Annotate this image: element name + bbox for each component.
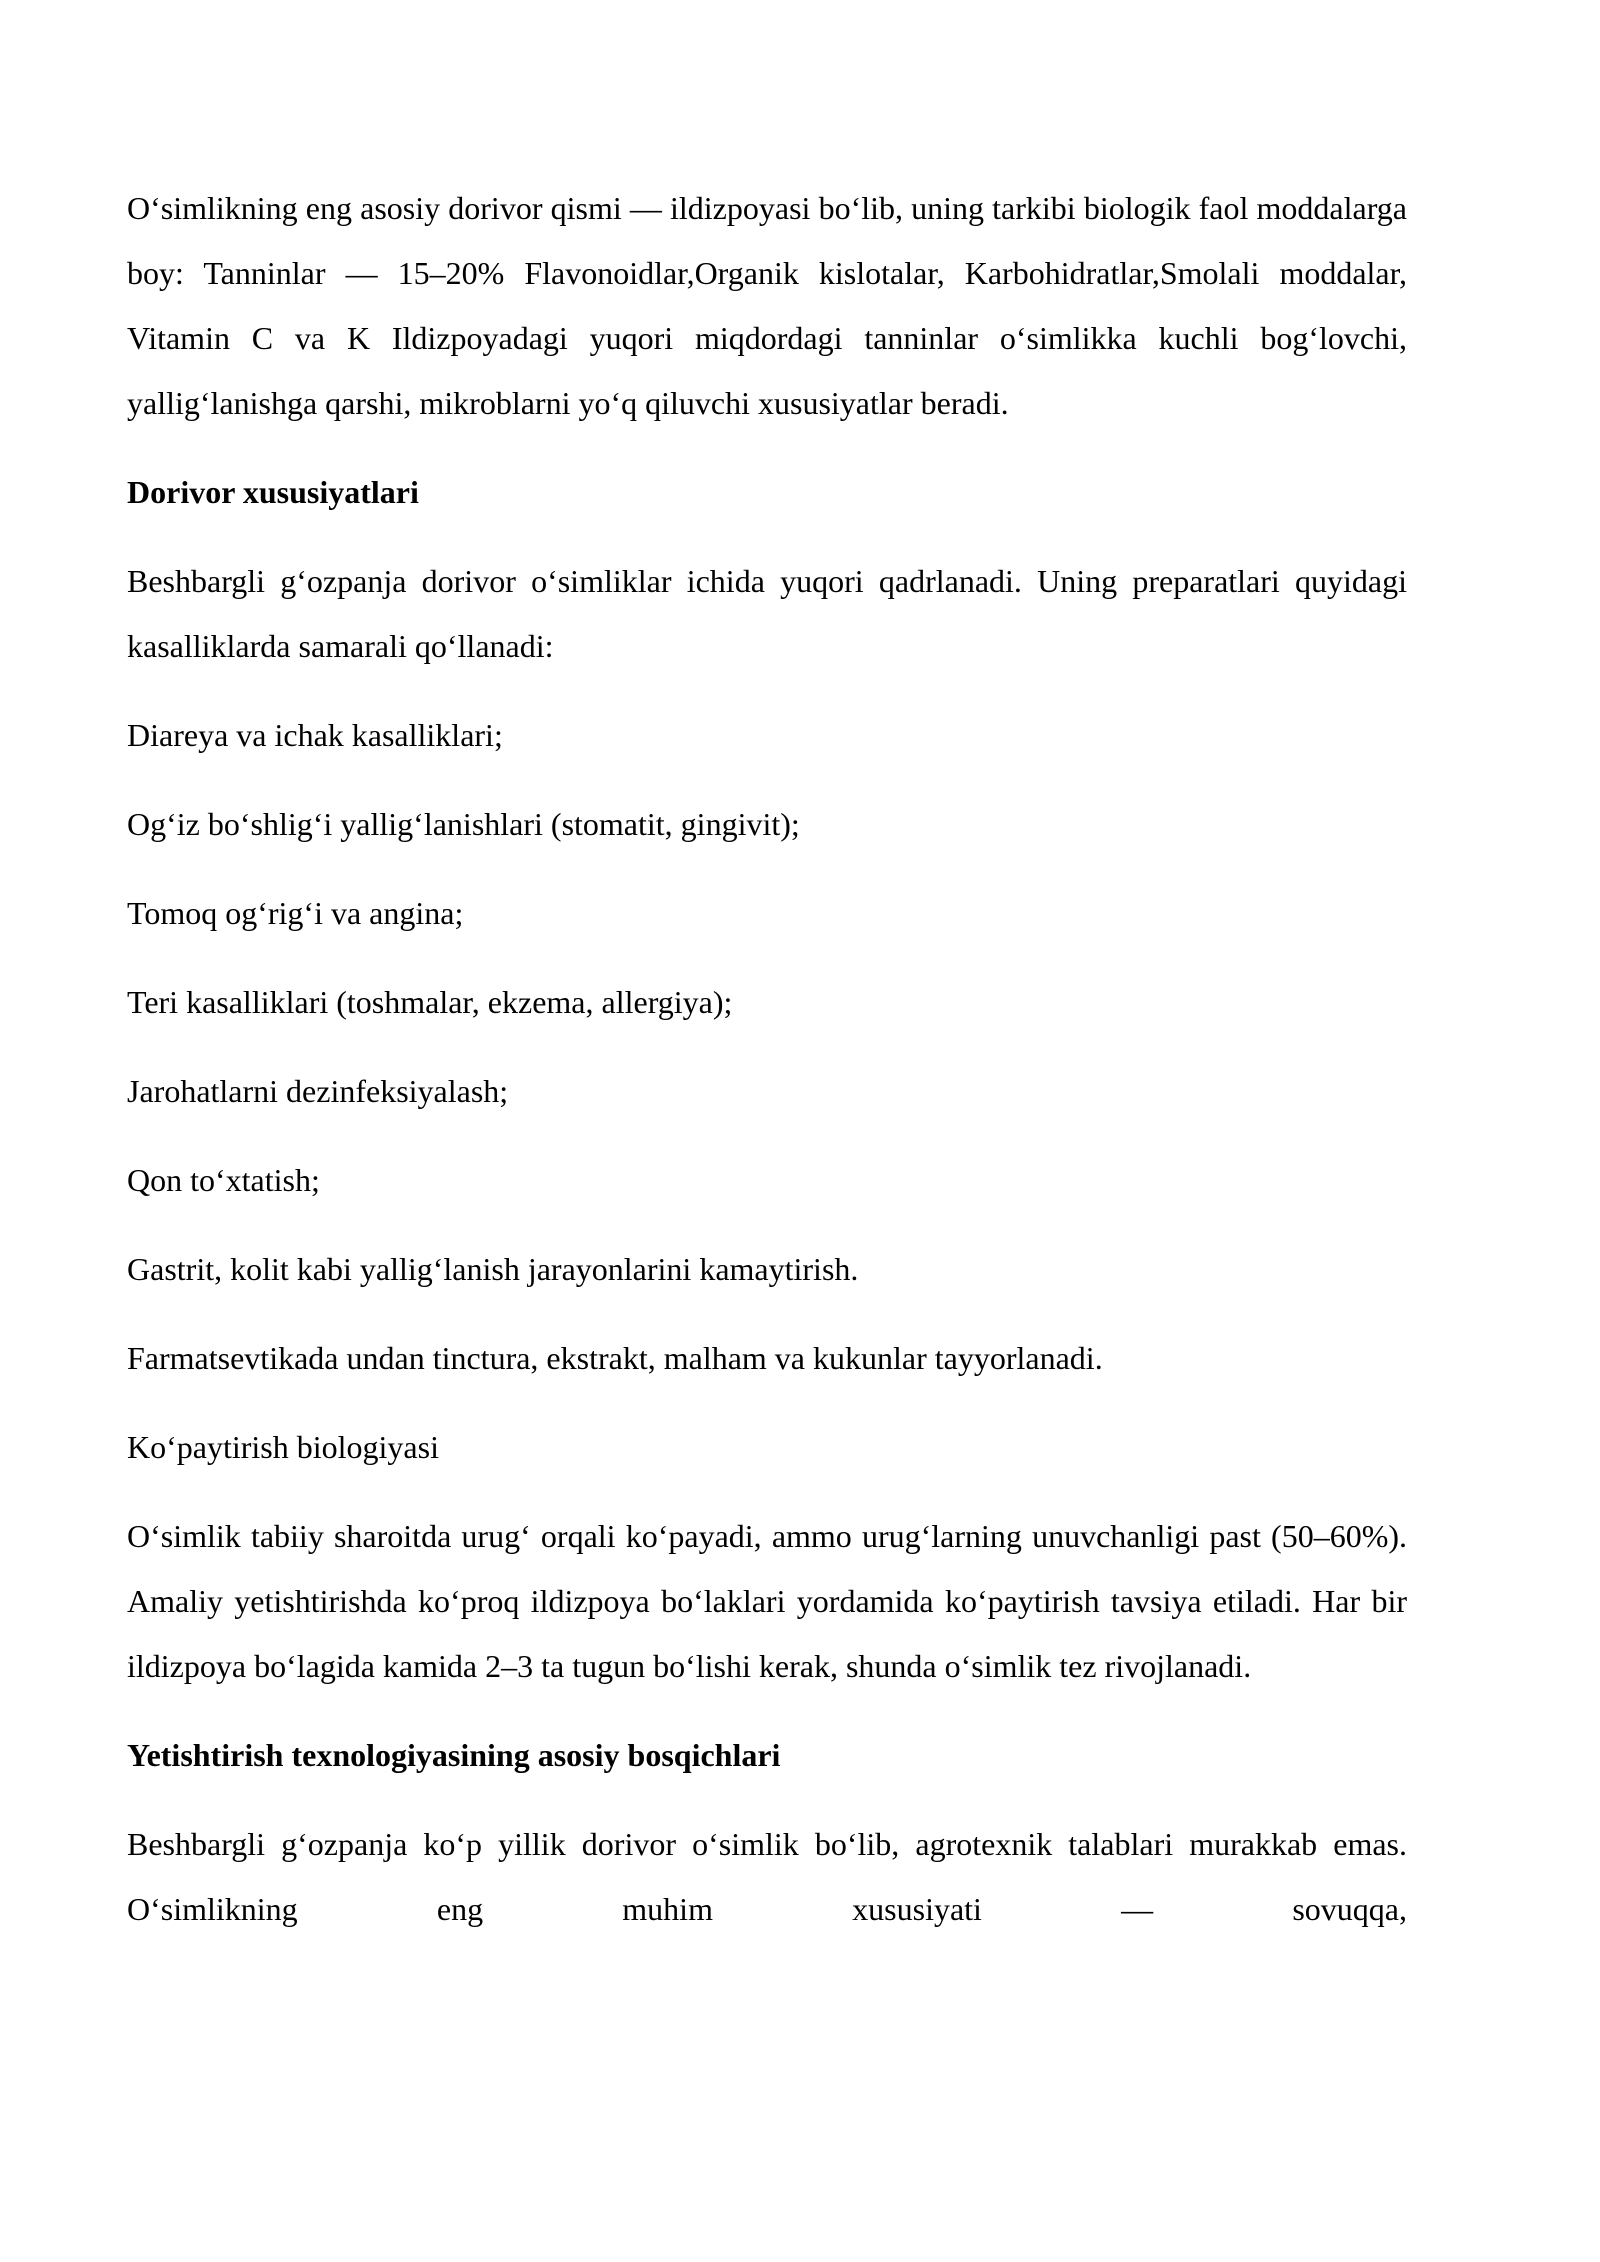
paragraph-rhizome-composition: Oʻsimlikning eng asosiy dorivor qismi — ildizpoyasi boʻlib, uning tarkibi biologik faol moddalarga boy: Tanninlar — 15–20% Flavonoidlar,Organik kislotalar, Karbohidratlar,Smolali moddalar, Vitamin C va K Ildizpoyadagi yuqori miqdordagi tanninlar oʻsimlikka kuchli bogʻlovchi, yalligʻlanishga qarshi, mikroblarni yoʻq qiluvchi xususiyatlar beradi.	[127, 190, 1407, 421]
paragraph-farmatsevtika: Farmatsevtikada undan tinctura, ekstrakt, malham va kukunlar tayyorlanadi.	[127, 1340, 1103, 1376]
paragraph-agrotechnics: Beshbargli gʻozpanja koʻp yillik dorivor oʻsimlik boʻlib, agrotexnik talablari murakkab emas. Oʻsimlikning eng muhim xususiyati — sovuqqa,	[127, 1826, 1407, 1927]
paragraph-kopaytirish-biologiyasi: Koʻpaytirish biologiyasi	[127, 1429, 439, 1465]
heading-yetishtirish-texnologiyasi: Yetishtirish texnologiyasining asosiy bosqichlari	[127, 1737, 781, 1773]
list-item-qon: Qon toʻxtatish;	[127, 1162, 320, 1198]
list-item-jarohatlar: Jarohatlarni dezinfeksiyalash;	[127, 1073, 509, 1109]
list-item-ogiz-boshligi: Ogʻiz boʻshligʻi yalligʻlanishlari (stomatit, gingivit);	[127, 806, 800, 842]
heading-dorivor-xususiyatlari: Dorivor xususiyatlari	[127, 474, 419, 510]
paragraph-propagation: Oʻsimlik tabiiy sharoitda urugʻ orqali koʻpayadi, ammo urugʻlarning unuvchanligi past (50–60%). Amaliy yetishtirishda koʻproq ildizpoya boʻlaklari yordamida koʻpaytirish tavsiya etiladi. Har bir ildizpoya boʻlagida kamida 2–3 ta tugun boʻlishi kerak, shunda oʻsimlik tez rivojlanadi.	[127, 1518, 1407, 1684]
list-item-gastrit: Gastrit, kolit kabi yalligʻlanish jarayonlarini kamaytirish.	[127, 1251, 859, 1287]
list-item-tomoq: Tomoq ogʻrigʻi va angina;	[127, 895, 464, 931]
paragraph-medicinal-intro: Beshbargli gʻozpanja dorivor oʻsimliklar ichida yuqori qadrlanadi. Uning preparatlari quyidagi kasalliklarda samarali qoʻllanadi:	[127, 563, 1407, 664]
list-item-teri: Teri kasalliklari (toshmalar, ekzema, allergiya);	[127, 984, 733, 1020]
list-item-diareya: Diareya va ichak kasalliklari;	[127, 717, 503, 753]
